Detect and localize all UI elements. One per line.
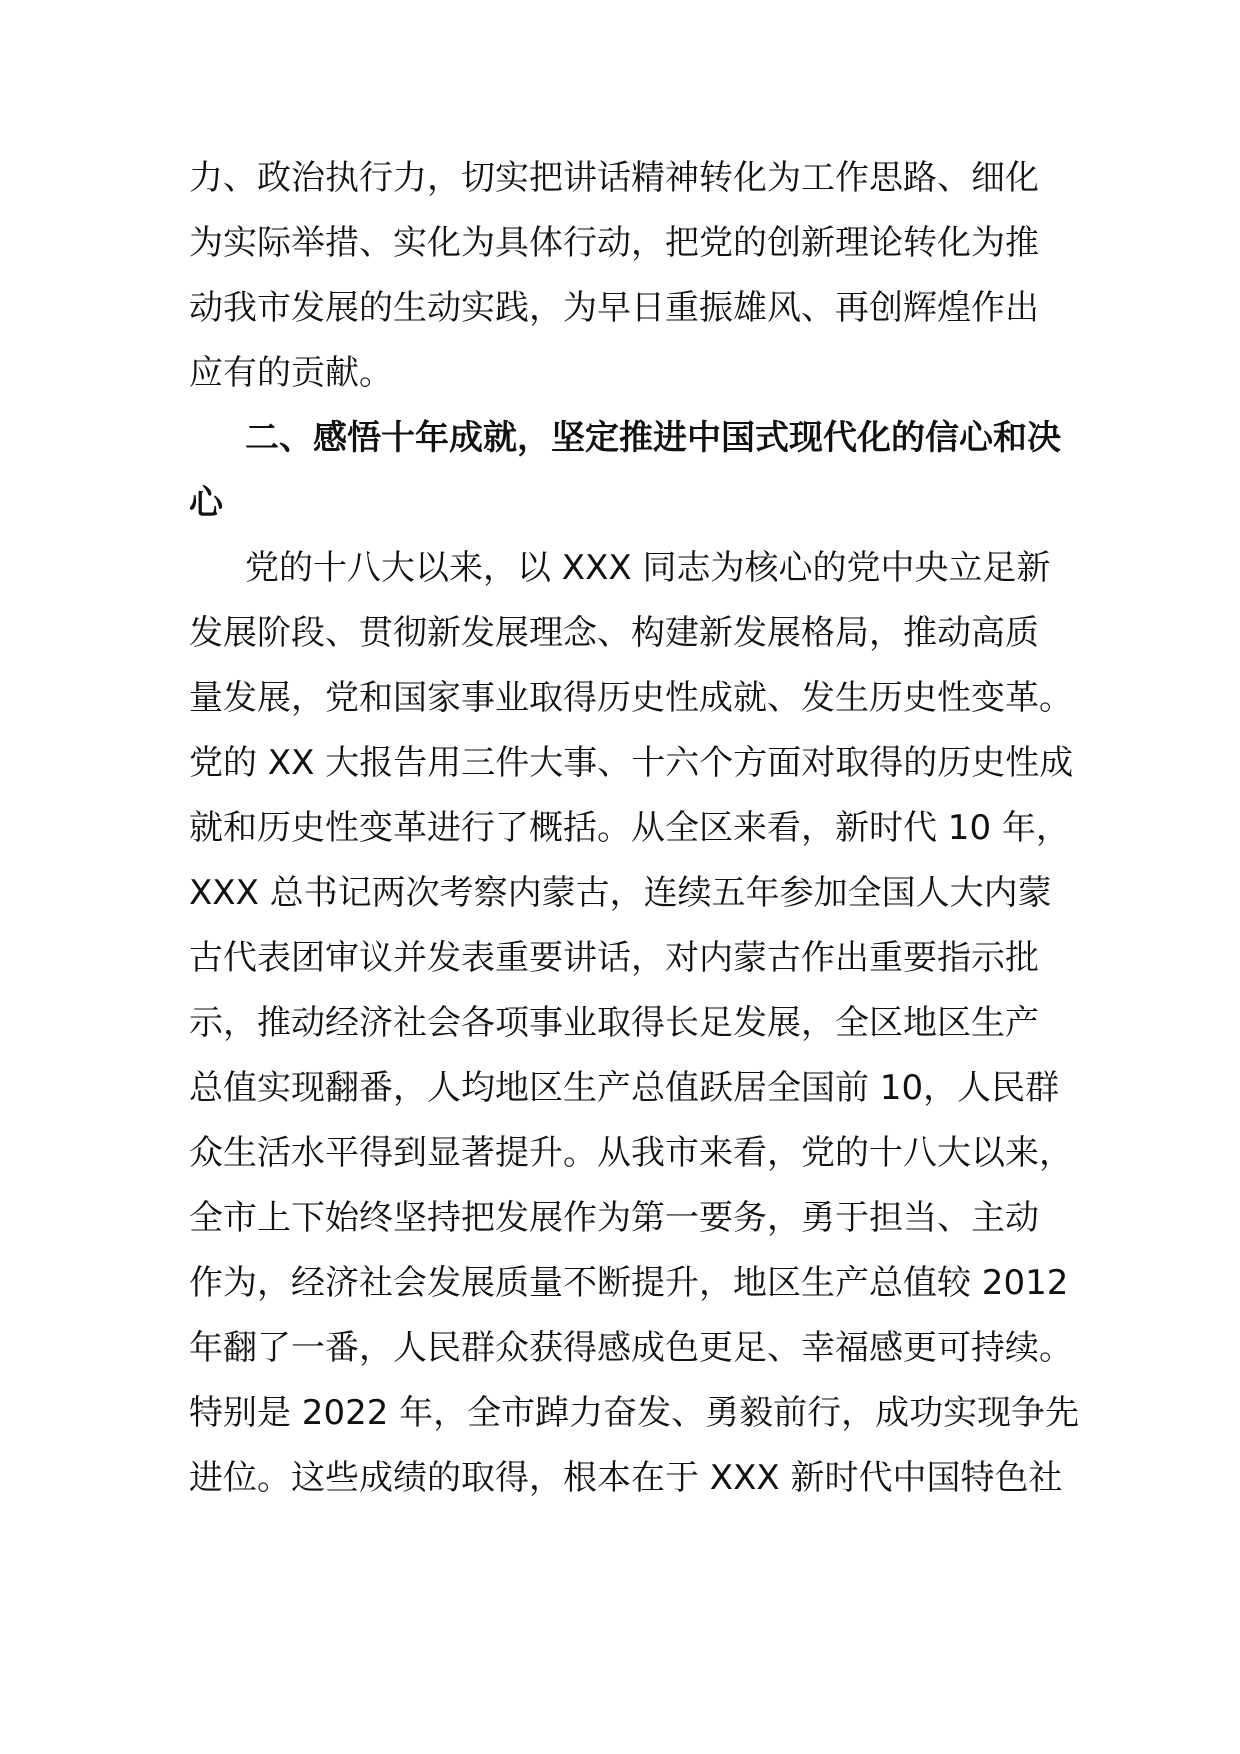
- paragraph-2-line-9: 总值实现翻番，人均地区生产总值跃居全国前 10，人民群: [189, 1068, 1060, 1108]
- document-body: [189, 146, 1080, 1511]
- section-heading-line-2: 心: [189, 483, 223, 523]
- paragraph-2-line-3: 量发展，党和国家事业取得历史性成就、发生历史性变革。: [189, 678, 1073, 718]
- paragraph-2-line-14: 特别是 2022 年，全市踔力奋发、勇毅前行，成功实现争先: [189, 1393, 1080, 1433]
- paragraph-1-line-2: 为实际举措、实化为具体行动，把党的创新理论转化为推: [189, 223, 1039, 263]
- paragraph-2-line-8: 示，推动经济社会各项事业取得长足发展，全区地区生产: [189, 1003, 1039, 1043]
- paragraph-2-line-11: 全市上下始终坚持把发展作为第一要务，勇于担当、主动: [189, 1198, 1039, 1238]
- paragraph-2-line-7: 古代表团审议并发表重要讲话，对内蒙古作出重要指示批: [189, 938, 1039, 978]
- paragraph-2-line-5: 就和历史性变革进行了概括。从全区来看，新时代 10 年，: [189, 808, 1070, 848]
- paragraph-2-line-12: 作为，经济社会发展质量不断提升，地区生产总值较 2012: [189, 1263, 1069, 1303]
- paragraph-2-line-4: 党的 XX 大报告用三件大事、十六个方面对取得的历史性成: [189, 743, 1074, 783]
- paragraph-2-line-1: 党的十八大以来，以 XXX 同志为核心的党中央立足新: [245, 548, 1051, 588]
- paragraph-1-line-4: 应有的贡献。: [189, 353, 393, 393]
- section-heading-line-1: 二、感悟十年成就，坚定推进中国式现代化的信心和决: [245, 418, 1061, 458]
- paragraph-2-line-15: 进位。这些成绩的取得，根本在于 XXX 新时代中国特色社: [189, 1458, 1063, 1498]
- paragraph-1-line-1: 力、政治执行力，切实把讲话精神转化为工作思路、细化: [189, 158, 1039, 198]
- paragraph-2-line-10: 众生活水平得到显著提升。从我市来看，党的十八大以来，: [189, 1133, 1073, 1173]
- paragraph-2-line-2: 发展阶段、贯彻新发展理念、构建新发展格局，推动高质: [189, 613, 1039, 653]
- paragraph-2-line-13: 年翻了一番，人民群众获得感成色更足、幸福感更可持续。: [189, 1328, 1073, 1368]
- paragraph-2-line-6: XXX 总书记两次考察内蒙古，连续五年参加全国人大内蒙: [189, 873, 1052, 913]
- paragraph-1-line-3: 动我市发展的生动实践，为早日重振雄风、再创辉煌作出: [189, 288, 1039, 328]
